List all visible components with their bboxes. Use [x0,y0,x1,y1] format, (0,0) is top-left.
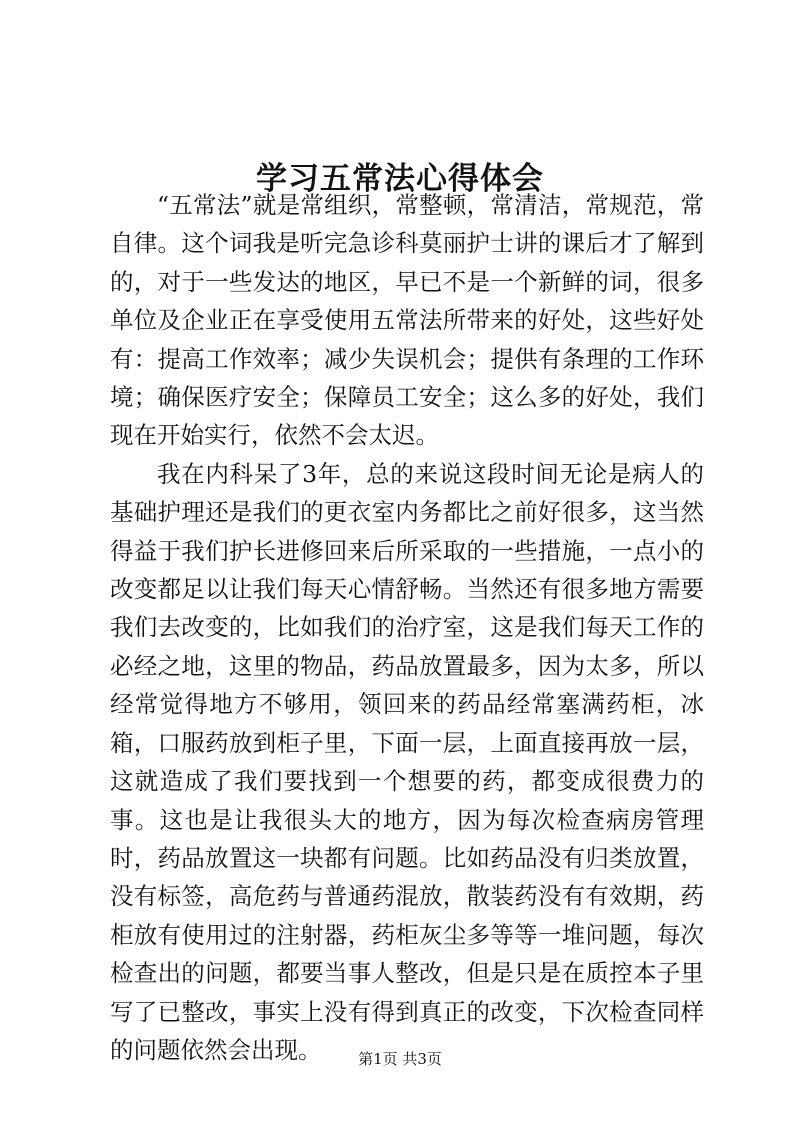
document-body [110,186,704,1069]
paragraph-2: 我在内科呆了3年，总的来说这段时间无论是病人的基础护理还是我们的更衣室内务都比之前好很多，这当然得益于我们护长进修回来后所采取的一些措施，一点小的改变都足以让我们每天心情舒畅。当然还有很多地方需要我们去改变的，比如我们的治疗室，这是我们每天工作的必经之地，这里的物品，药品放置最多，因为太多，所以经常觉得地方不够用，领回来的药品经常塞满药柜，冰箱，口服药放到柜子里，下面一层，上面直接再放一层，这就造成了我们要找到一个想要的药，都变成很费力的事。这也是让我很头大的地方，因为每次检查病房管理时，药品放置这一块都有问题。比如药品没有归类放置，没有标签，高危药与普通药混放，散装药没有有效期，药柜放有使用过的注射器，药柜灰尘多等等一堆问题，每次检查出的问题，都要当事人整改，但是只是在质控本子里写了已整改，事实上没有得到真正的改变，下次检查同样的问题依然会出现。 [110,459,704,1064]
paragraph-1: “五常法”就是常组织，常整顿，常清洁，常规范，常自律。这个词我是听完急诊科莫丽护士讲的课后才了解到的，对于一些发达的地区，早已不是一个新鲜的词，很多单位及企业正在享受使用五常法所带来的好处，这些好处有：提高工作效率；减少失误机会；提供有条理的工作环境；确保医疗安全；保障员工安全；这么多的好处，我们现在开始实行，依然不会太迟。 [110,191,704,450]
page-number-footer: 第1页 共3页 [358,1050,442,1068]
document-title: 学习五常法心得体会 [256,160,544,197]
